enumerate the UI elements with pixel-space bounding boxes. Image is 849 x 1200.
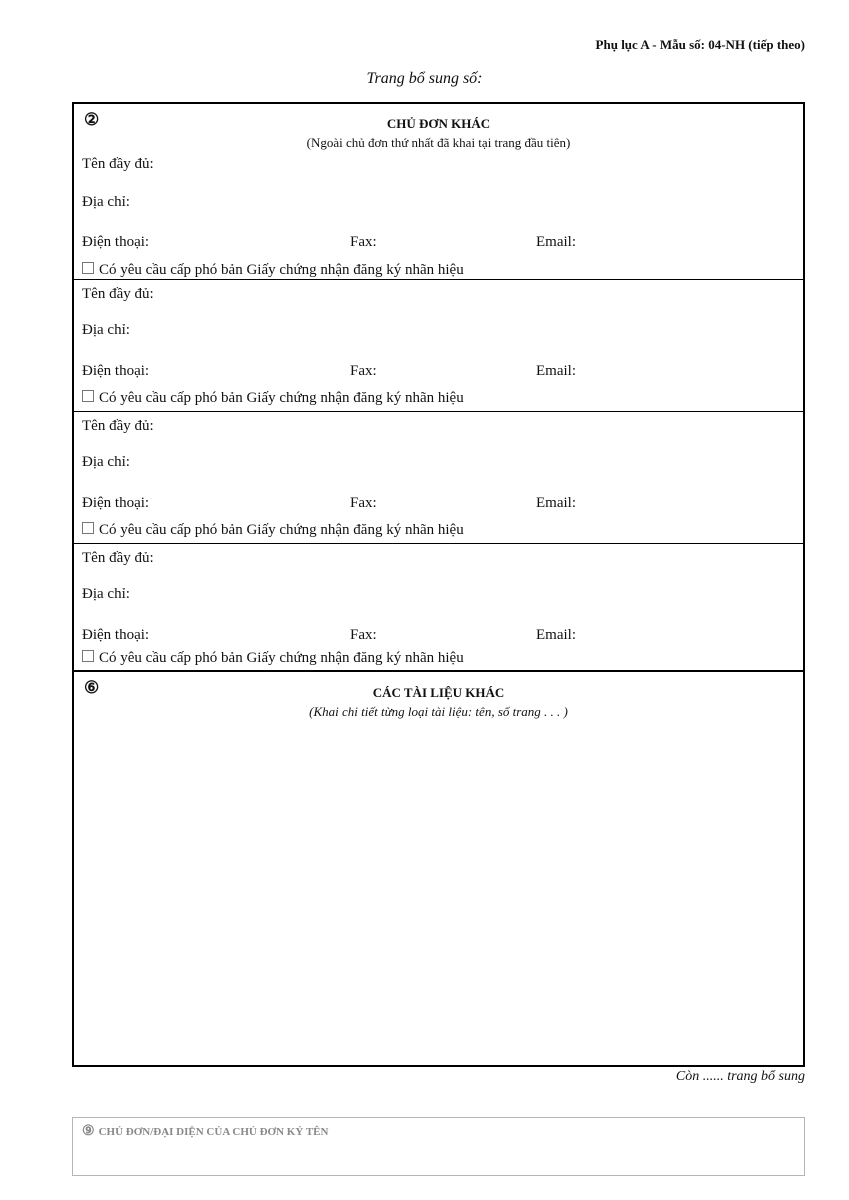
certificate-copy-option[interactable] (82, 522, 464, 539)
phone-label[interactable]: Điện thoại: (82, 234, 150, 250)
section-number-documents: ⑥ (84, 678, 100, 697)
signature-header (82, 1123, 328, 1140)
certificate-copy-checkbox[interactable] (82, 650, 94, 662)
email-label[interactable]: Email: (536, 495, 576, 511)
section-subtitle-documents: (Khai chi tiết từng loại tài liệu: tên, số trang . . . ) (309, 704, 568, 719)
address-label[interactable]: Địa chỉ: (82, 586, 130, 602)
section-title-owners: CHỦ ĐƠN KHÁC (386, 116, 491, 131)
section-subtitle-owners: (Ngoài chủ đơn thứ nhất đã khai tại trang đầu tiên) (306, 135, 571, 150)
address-label[interactable]: Địa chỉ: (82, 454, 130, 470)
page-title: Trang bổ sung số: (366, 70, 483, 87)
phone-label[interactable]: Điện thoại: (82, 363, 150, 379)
address-label[interactable]: Địa chỉ: (82, 322, 130, 338)
documents-entry-area[interactable] (74, 729, 803, 1059)
certificate-copy-checkbox[interactable] (82, 262, 94, 274)
phone-label[interactable]: Điện thoại: (82, 495, 150, 511)
certificate-copy-option[interactable] (82, 650, 464, 667)
signature-title: CHỦ ĐƠN/ĐẠI DIỆN CỦA CHỦ ĐƠN KÝ TÊN (98, 1126, 329, 1138)
fax-label[interactable]: Fax: (350, 495, 377, 511)
owner-divider (74, 411, 803, 412)
main-form-box (72, 102, 805, 1067)
section-number-owners: ② (84, 110, 100, 129)
section-title-documents: CÁC TÀI LIỆU KHÁC (372, 685, 505, 700)
fax-label[interactable]: Fax: (350, 234, 377, 250)
phone-label[interactable]: Điện thoại: (82, 627, 150, 643)
owner-divider (74, 543, 803, 544)
full-name-label[interactable]: Tên đầy đủ: (82, 550, 154, 566)
fax-label[interactable]: Fax: (350, 363, 377, 379)
certificate-copy-option[interactable] (82, 262, 464, 279)
certificate-copy-label: Có yêu cầu cấp phó bản Giấy chứng nhận đăng ký nhãn hiệu (99, 522, 464, 538)
email-label[interactable]: Email: (536, 363, 576, 379)
signature-box[interactable] (72, 1117, 805, 1176)
certificate-copy-checkbox[interactable] (82, 390, 94, 402)
section-divider (74, 670, 803, 672)
certificate-copy-checkbox[interactable] (82, 522, 94, 534)
certificate-copy-option[interactable] (82, 390, 464, 407)
email-label[interactable]: Email: (536, 234, 576, 250)
section-header-owners (74, 116, 803, 151)
full-name-label[interactable]: Tên đầy đủ: (82, 418, 154, 434)
address-label[interactable]: Địa chỉ: (82, 194, 130, 210)
remaining-pages-note: Còn ...... trang bổ sung (675, 1069, 805, 1084)
fax-label[interactable]: Fax: (350, 627, 377, 643)
certificate-copy-label: Có yêu cầu cấp phó bản Giấy chứng nhận đăng ký nhãn hiệu (99, 262, 464, 278)
full-name-label[interactable]: Tên đầy đủ: (82, 156, 154, 172)
section-number-signature: ⑨ (82, 1124, 95, 1139)
certificate-copy-label: Có yêu cầu cấp phó bản Giấy chứng nhận đăng ký nhãn hiệu (99, 650, 464, 666)
full-name-label[interactable]: Tên đầy đủ: (82, 286, 154, 302)
email-label[interactable]: Email: (536, 627, 576, 643)
certificate-copy-label: Có yêu cầu cấp phó bản Giấy chứng nhận đăng ký nhãn hiệu (99, 390, 464, 406)
section-header-documents (74, 685, 803, 720)
owner-divider (74, 279, 803, 280)
form-code: Phụ lục A - Mẫu số: 04-NH (tiếp theo) (595, 37, 805, 52)
